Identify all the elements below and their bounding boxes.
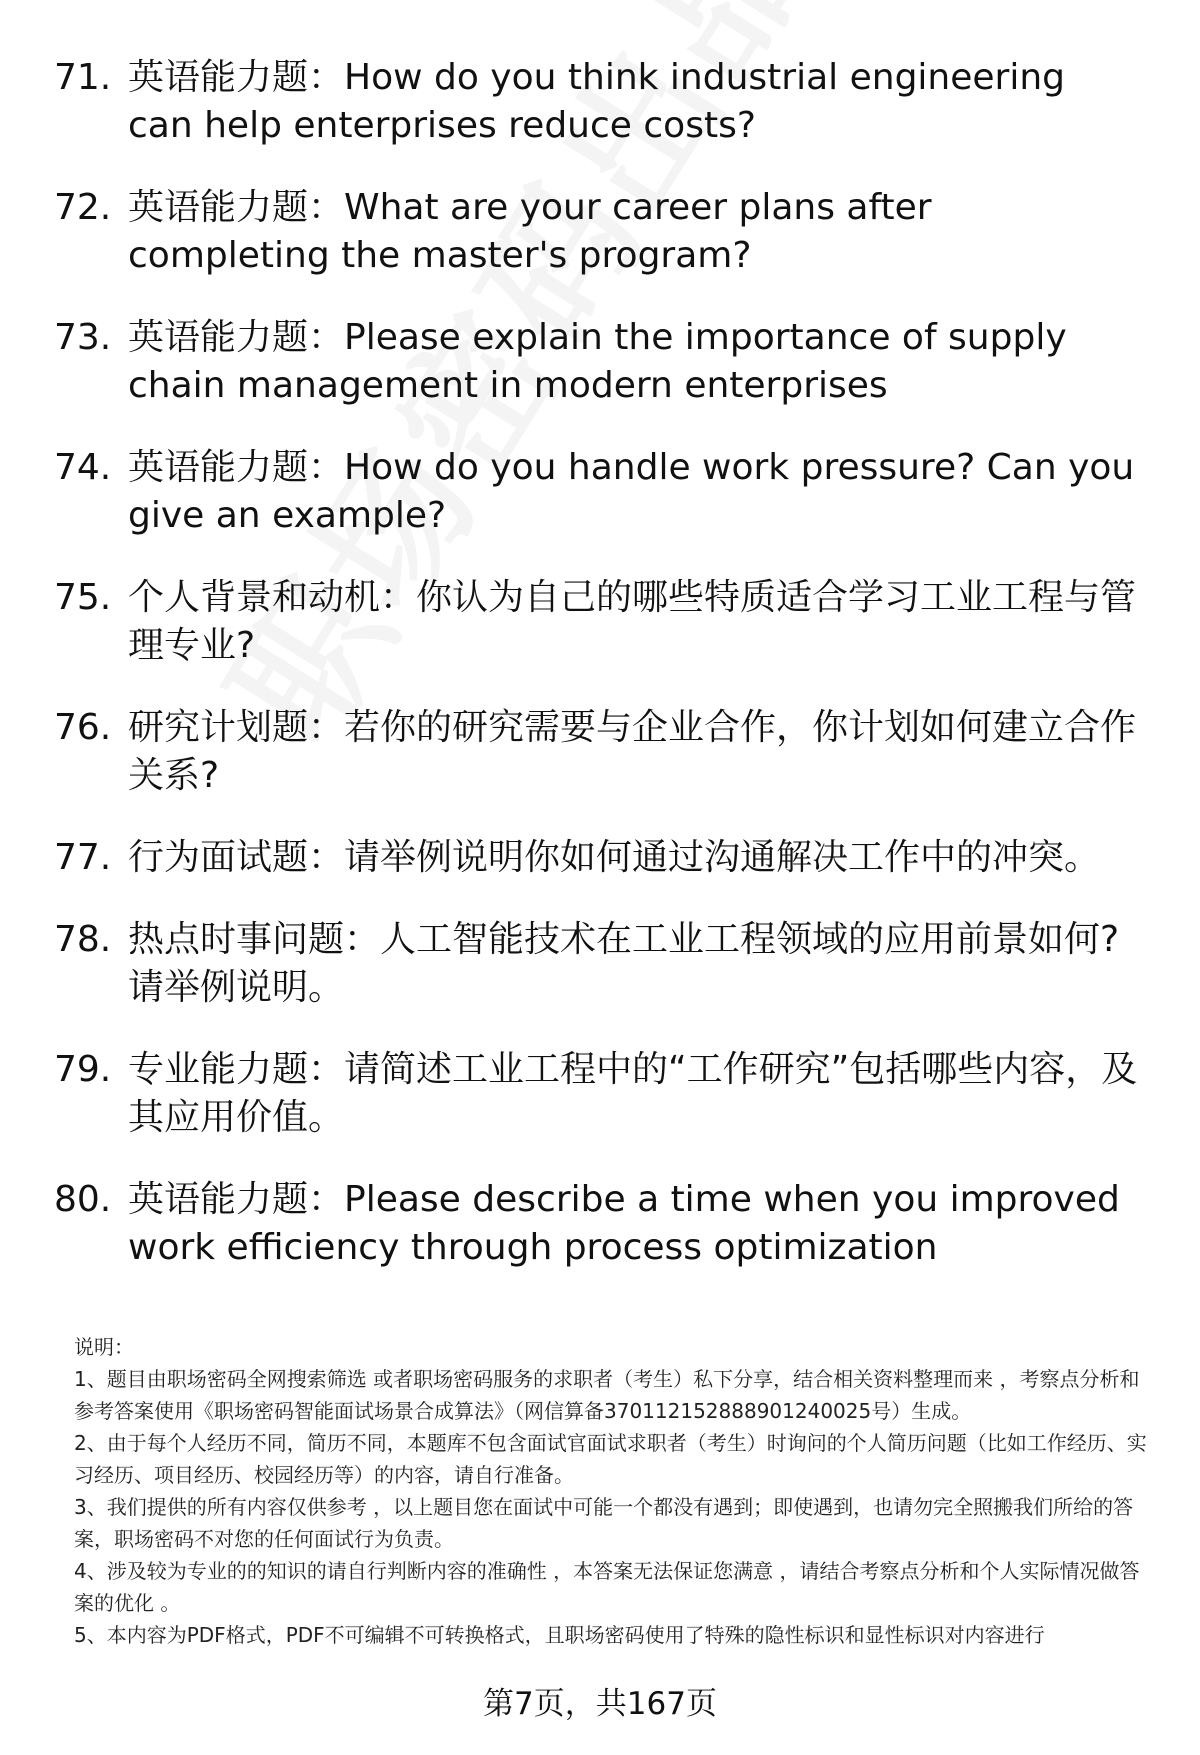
page-footer: 第7页，共167页 bbox=[483, 1686, 717, 1722]
question-item bbox=[0, 1046, 1200, 1142]
question-text: 英语能力题：How do you handle work pressure? Can you give an example? bbox=[128, 447, 1135, 536]
question-item bbox=[0, 184, 1200, 280]
question-number: 76. bbox=[54, 707, 112, 748]
question-text: 个人背景和动机：你认为自己的哪些特质适合学习工业工程与管理专业? bbox=[128, 577, 1137, 666]
question-text: 专业能力题：请简述工业工程中的“工作研究”包括哪些内容，及其应用价值。 bbox=[128, 1049, 1138, 1138]
note-item: 1、题目由职场密码全网搜索筛选 或者职场密码服务的求职者（考生）私下分享，结合相关资料整理而来 ，考察点分析和参考答案使用《职场密码智能面试场景合成算法》（网信算备370112152888901240025号）生成。 bbox=[74, 1367, 1140, 1423]
question-item bbox=[0, 314, 1200, 410]
note-item: 2、由于每个人经历不同，简历不同，本题库不包含面试官面试求职者（考生）时询问的个人简历问题（比如工作经历、实习经历、项目经历、校园经历等）的内容，请自行准备。 bbox=[74, 1431, 1147, 1487]
question-text: 研究计划题：若你的研究需要与企业合作，你计划如何建立合作关系? bbox=[128, 707, 1137, 796]
notes-heading: 说明： bbox=[74, 1335, 134, 1359]
question-number: 80. bbox=[54, 1179, 112, 1220]
question-item bbox=[0, 54, 1200, 150]
question-number: 78. bbox=[54, 919, 112, 960]
note-item: 4、涉及较为专业的的知识的请自行判断内容的准确性 ，本答案无法保证您满意 ，请结合考察点分析和个人实际情况做答案的优化 。 bbox=[74, 1559, 1140, 1615]
question-text: 英语能力题：Please explain the importance of supply chain management in modern enterprises bbox=[128, 317, 1067, 406]
question-number: 74. bbox=[54, 447, 112, 488]
question-number: 73. bbox=[54, 317, 112, 358]
question-item bbox=[0, 1176, 1200, 1272]
question-list bbox=[0, 54, 1200, 1306]
question-item bbox=[0, 834, 1200, 882]
question-number: 71. bbox=[54, 57, 112, 98]
question-item bbox=[0, 704, 1200, 800]
question-text: 英语能力题：How do you think industrial engineering can help enterprises reduce costs? bbox=[128, 57, 1066, 146]
note-item: 3、我们提供的所有内容仅供参考 ，以上题目您在面试中可能一个都没有遇到；即使遇到，也请勿完全照搬我们所给的答案，职场密码不对您的任何面试行为负责。 bbox=[74, 1495, 1134, 1551]
question-number: 75. bbox=[54, 577, 112, 618]
question-number: 72. bbox=[54, 187, 112, 228]
question-item bbox=[0, 916, 1200, 1012]
notes-section bbox=[74, 1331, 1154, 1651]
question-text: 行为面试题：请举例说明你如何通过沟通解决工作中的冲突。 bbox=[128, 837, 1101, 878]
note-item: 5、本内容为PDF格式，PDF不可编辑不可转换格式，且职场密码使用了特殊的隐性标识和显性标识对内容进行 bbox=[74, 1623, 1045, 1647]
question-text: 英语能力题：Please describe a time when you improved work efficiency through process optimization bbox=[128, 1179, 1120, 1268]
question-number: 79. bbox=[54, 1049, 112, 1090]
question-item bbox=[0, 444, 1200, 540]
question-number: 77. bbox=[54, 837, 112, 878]
question-item bbox=[0, 574, 1200, 670]
question-text: 英语能力题：What are your career plans after completing the master's program? bbox=[128, 187, 932, 276]
question-text: 热点时事问题：人工智能技术在工业工程领域的应用前景如何?请举例说明。 bbox=[128, 919, 1120, 1008]
